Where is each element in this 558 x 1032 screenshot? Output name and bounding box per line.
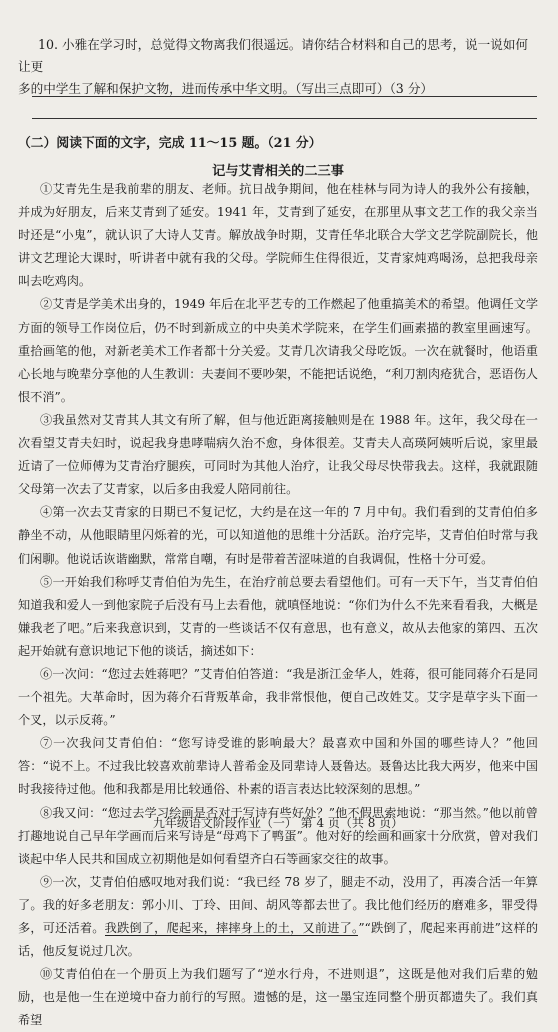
paragraph-4: ④第一次去艾青家的日期已不复记忆，大约是在这一年的 7 月中旬。我们看到的艾青伯伯多静坐不动，从他眼睛里闪烁着的光，可以知道他的思维十分活跃。治疗完毕，艾青伯伯时常与我们闲聊。他说话诙谐幽默，常常自嘲，有时是带着苦涩味道的自我调侃，性格十分可爱。 [18,505,538,566]
paragraph-10: ⑩艾青伯伯在一个册页上为我们题写了“逆水行舟，不进则退”，这既是他对我们后辈的勉励，也是他一生在逆境中奋力前行的写照。遗憾的是，这一墨宝连同整个册页都遗失了。我们真希望 [18,967,538,1028]
paragraph-1: ①艾青先生是我前辈的朋友、老师。抗日战争期间，他在桂林与同为诗人的我外公有接触，并成为好朋友，后来艾青到了延安。1941 年，艾青到了延安，在那里从事文艺工作的我父亲当时还是“小鬼”，就认识了大诗人艾青。解放战争时期，艾青任华北联合大学文艺学院副院长，他讲文艺理论大课时，听讲者中就有我的父母。学院师生住得很近，艾青家炖鸡喝汤，总把我母亲叫去吃鸡肉。 [18,182,538,289]
paragraph-5: ⑤一开始我们称呼艾青伯伯为先生，在治疗前总要去看望他们。可有一天下午，当艾青伯伯知道我和爱人一到他家院子后没有马上去看他，就嗔怪地说：“你们为什么不先来看看我，大概是嫌我老了吧。”后来我意识到，艾青的一些谈话不仅有意思，也有意义，故从去他家的第四、五次起开始就有意识地记下他的谈话，摘述如下： [18,574,538,658]
article-body [18,178,538,1032]
answer-line[interactable] [32,118,537,119]
paragraph-8: ⑧我又问：“您过去学习绘画是否对于写诗有些好处？”他不假思索地说：“那当然。”他以前曾打趣地说自己早年学画而后来写诗是“母鸡下了鸭蛋”。他对好的绘画和画家十分欣赏，曾对我们谈起中华人民共和国成立初期他是如何看望齐白石等画家交往的故事。 [18,805,538,866]
paragraph-2: ②艾青是学美术出身的，1949 年后在北平艺专的工作燃起了他重搞美术的希望。他调任文学方面的领导工作岗位后，仍不时到新成立的中央美术学院来，在学生们画素描的教室里画速写。重拾画笔的他，对新老美术工作者都十分关爱。艾青几次请我父母吃饭。一次在就餐时，他语重心长地与晚辈分享他的人生教训：夫妻间不要吵架，不能把话说绝，“利刀割肉疮犹合，恶语伤人恨不消”。 [18,297,539,404]
section-heading: （二）阅读下面的文字，完成 11～15 题。（21 分） [18,136,322,151]
exam-page [18,0,540,1028]
page-footer: 九年级语文阶段作业（一） 第 4 页（共 8 页） [152,816,404,830]
question-10-line1: 10. 小雅在学习时，总觉得文物离我们很遥远。请你结合材料和自己的思考，说一说如何让更 [18,37,529,74]
answer-line[interactable] [32,96,537,97]
question-10-line2: 多的中学生了解和保护文物，进而传承中华文明。（写出三点即可）（3 分） [18,81,434,96]
question-10 [18,34,538,100]
paragraph-6: ⑥一次问：“您过去姓蒋吧？”艾青伯伯答道：“我是浙江金华人，姓蒋，很可能同蒋介石是同一个祖先。大革命时，因为蒋介石背叛革命，我非常恨他，便自己改姓艾。艾字是草字头下面一个叉，以示反蒋。” [18,666,538,728]
underlined-sentence: 我跌倒了，爬起来，摔摔身上的土，又前进了。 [104,921,359,935]
paragraph-7: ⑦一次我问艾青伯伯：“您写诗受谁的影响最大？最喜欢中国和外国的哪些诗人？”他回答：“说不上。不过我比较喜欢前辈诗人普希金及同辈诗人聂鲁达。聂鲁达比我大两岁，他来中国时我接待过他。他和我都是用比较通俗、朴素的语言表达比较深刻的思想。” [18,736,538,797]
article-title: 记与艾青相关的二三事 [212,164,344,179]
paragraph-3: ③我虽然对艾青其人其文有所了解，但与他近距离接触则是在 1988 年。这年，我父母在一次看望艾青夫妇时，说起我身患哮喘病久治不愈，身体很差。艾青夫人高瑛阿姨听后说，家里最近请了一位师傅为艾青治疗腿疾，可同时为其他人治疗，让我父母尽快带我去。这样，我就跟随父母第一次去了艾青家，以后多由我爱人陪同前往。 [18,412,538,497]
paragraph-9: ⑨一次，艾青伯伯感叹地对我们说：“我已经 78 岁了，腿走不动，没用了，再凑合活一年算了。我的好多老朋友：郭小川、丁玲、田间、胡风等都去世了。我比他们经历的磨难多，罪受得多，可还活着。我跌倒了，爬起来，摔摔身上的土，又前进了。”“跌倒了，爬起来再前进”这样的话，他反复说过几次。 [18,874,539,959]
